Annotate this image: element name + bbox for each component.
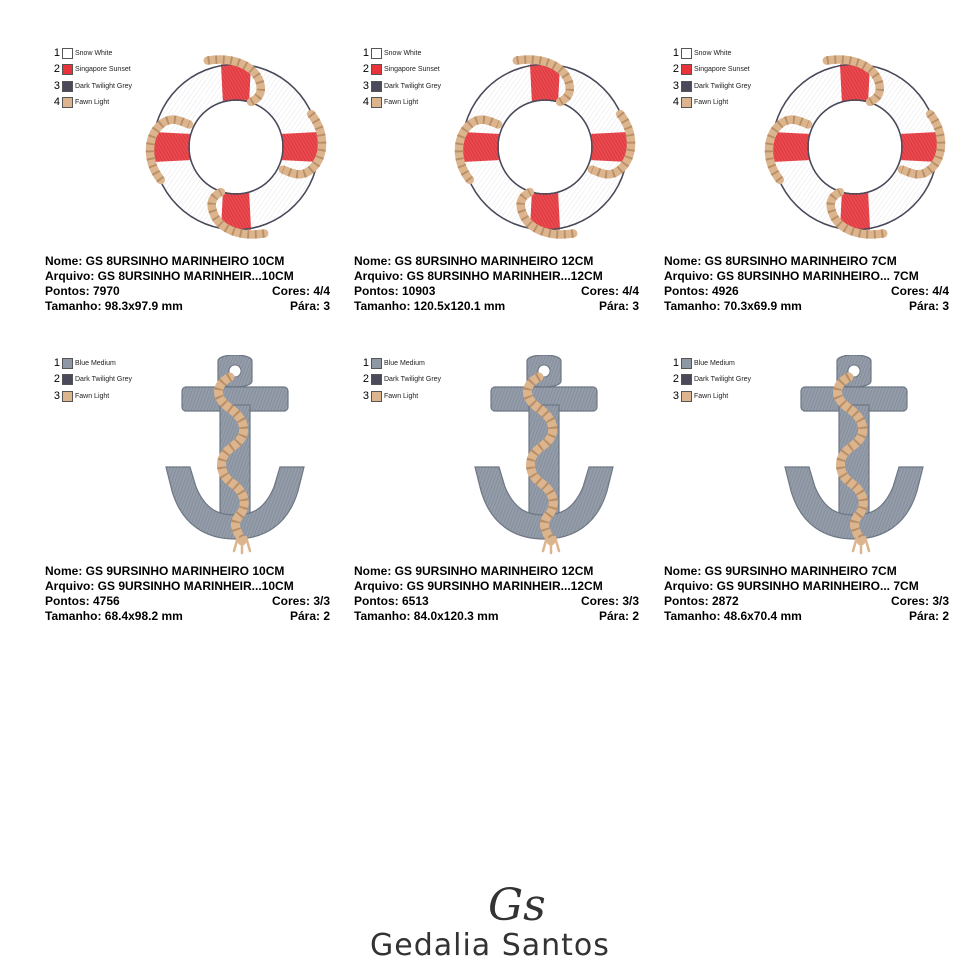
color-swatch bbox=[371, 81, 382, 92]
palette-item bbox=[50, 95, 132, 112]
color-swatch bbox=[371, 391, 382, 402]
color-count: Cores: 4/4 bbox=[271, 284, 330, 298]
palette-item bbox=[669, 355, 751, 372]
palette-index: 1 bbox=[53, 356, 60, 369]
design-card-4 bbox=[45, 350, 345, 660]
design-name: Nome: GS 9URSINHO MARINHEIRO 7CM bbox=[664, 564, 897, 578]
color-count: Cores: 3/3 bbox=[271, 594, 330, 608]
stop-count: Pára: 2 bbox=[289, 609, 330, 623]
design-card-5 bbox=[354, 350, 654, 660]
palette-index: 4 bbox=[672, 96, 679, 109]
stop-count: Pára: 3 bbox=[598, 299, 639, 313]
palette-item bbox=[359, 45, 441, 62]
design-file: Arquivo: GS 9URSINHO MARINHEIR...10CM bbox=[45, 579, 294, 593]
palette-item bbox=[50, 355, 132, 372]
design-card-1 bbox=[45, 40, 345, 350]
design-size: Tamanho: 120.5x120.1 mm bbox=[354, 299, 506, 313]
palette-color-name: Fawn Light bbox=[694, 99, 729, 107]
design-file: Arquivo: GS 9URSINHO MARINHEIRO... 7CM bbox=[664, 579, 919, 593]
palette-color-name: Dark Twilight Grey bbox=[75, 376, 133, 384]
palette-index: 3 bbox=[53, 389, 60, 402]
design-name: Nome: GS 9URSINHO MARINHEIRO 10CM bbox=[45, 564, 285, 578]
color-swatch bbox=[681, 64, 692, 75]
color-swatch bbox=[371, 97, 382, 108]
palette-color-name: Singapore Sunset bbox=[384, 66, 440, 74]
palette-index: 3 bbox=[672, 389, 679, 402]
palette-index: 3 bbox=[362, 79, 369, 92]
lifebuoy-icon bbox=[761, 53, 949, 241]
design-info bbox=[664, 254, 949, 314]
palette-color-name: Fawn Light bbox=[75, 99, 110, 107]
palette-color-name: Snow White bbox=[384, 49, 422, 57]
palette-color-name: Dark Twilight Grey bbox=[75, 82, 133, 90]
design-name: Nome: GS 8URSINHO MARINHEIRO 10CM bbox=[45, 254, 285, 268]
design-size: Tamanho: 84.0x120.3 mm bbox=[354, 609, 499, 623]
design-info bbox=[45, 564, 330, 624]
stitch-count: Pontos: 6513 bbox=[354, 594, 429, 608]
design-file: Arquivo: GS 8URSINHO MARINHEIR...12CM bbox=[354, 269, 603, 283]
design-file: Arquivo: GS 9URSINHO MARINHEIR...12CM bbox=[354, 579, 603, 593]
palette-item bbox=[50, 388, 132, 405]
logo-wordmark: Gedalia Santos bbox=[370, 928, 610, 963]
stitch-count: Pontos: 2872 bbox=[664, 594, 739, 608]
palette-index: 3 bbox=[362, 389, 369, 402]
stop-count: Pára: 2 bbox=[598, 609, 639, 623]
palette-item bbox=[359, 372, 441, 389]
stitch-count: Pontos: 4926 bbox=[664, 284, 739, 298]
color-swatch bbox=[681, 97, 692, 108]
color-palette bbox=[50, 355, 132, 405]
palette-index: 3 bbox=[53, 79, 60, 92]
palette-item bbox=[669, 372, 751, 389]
color-count: Cores: 4/4 bbox=[890, 284, 949, 298]
palette-index: 1 bbox=[672, 356, 679, 369]
color-swatch bbox=[681, 374, 692, 385]
color-palette bbox=[359, 355, 441, 405]
palette-color-name: Blue Medium bbox=[75, 359, 116, 367]
color-swatch bbox=[62, 374, 73, 385]
color-swatch bbox=[681, 391, 692, 402]
design-name: Nome: GS 9URSINHO MARINHEIRO 12CM bbox=[354, 564, 594, 578]
color-palette bbox=[359, 45, 441, 111]
palette-color-name: Blue Medium bbox=[694, 359, 735, 367]
anchor-icon bbox=[469, 355, 619, 555]
color-swatch bbox=[371, 48, 382, 59]
palette-index: 2 bbox=[53, 63, 60, 76]
palette-index: 2 bbox=[362, 373, 369, 386]
design-size: Tamanho: 68.4x98.2 mm bbox=[45, 609, 183, 623]
logo-monogram: Gs bbox=[488, 880, 546, 931]
palette-color-name: Dark Twilight Grey bbox=[384, 376, 442, 384]
palette-index: 3 bbox=[672, 79, 679, 92]
palette-index: 2 bbox=[362, 63, 369, 76]
palette-item bbox=[669, 45, 751, 62]
design-card-6 bbox=[664, 350, 964, 660]
design-name: Nome: GS 8URSINHO MARINHEIRO 12CM bbox=[354, 254, 594, 268]
palette-color-name: Fawn Light bbox=[694, 392, 729, 400]
color-swatch bbox=[681, 358, 692, 369]
design-card-3 bbox=[664, 40, 964, 350]
palette-color-name: Dark Twilight Grey bbox=[384, 82, 442, 90]
color-swatch bbox=[62, 358, 73, 369]
palette-item bbox=[669, 388, 751, 405]
palette-color-name: Singapore Sunset bbox=[694, 66, 750, 74]
color-swatch bbox=[62, 97, 73, 108]
palette-index: 2 bbox=[672, 373, 679, 386]
color-swatch bbox=[62, 81, 73, 92]
palette-color-name: Fawn Light bbox=[384, 99, 419, 107]
color-count: Cores: 3/3 bbox=[890, 594, 949, 608]
stop-count: Pára: 3 bbox=[289, 299, 330, 313]
anchor-icon bbox=[160, 355, 310, 555]
palette-item bbox=[359, 388, 441, 405]
stitch-count: Pontos: 10903 bbox=[354, 284, 436, 298]
color-swatch bbox=[62, 391, 73, 402]
palette-color-name: Snow White bbox=[75, 49, 113, 57]
palette-color-name: Dark Twilight Grey bbox=[694, 82, 752, 90]
palette-index: 2 bbox=[53, 373, 60, 386]
design-size: Tamanho: 48.6x70.4 mm bbox=[664, 609, 802, 623]
palette-color-name: Dark Twilight Grey bbox=[694, 376, 752, 384]
palette-item bbox=[669, 62, 751, 79]
design-size: Tamanho: 98.3x97.9 mm bbox=[45, 299, 183, 313]
color-count: Cores: 4/4 bbox=[580, 284, 639, 298]
design-info bbox=[45, 254, 330, 314]
palette-item bbox=[359, 78, 441, 95]
lifebuoy-icon bbox=[451, 53, 639, 241]
design-file: Arquivo: GS 8URSINHO MARINHEIRO... 7CM bbox=[664, 269, 919, 283]
color-swatch bbox=[62, 48, 73, 59]
color-swatch bbox=[62, 64, 73, 75]
palette-index: 1 bbox=[53, 46, 60, 59]
palette-index: 4 bbox=[53, 96, 60, 109]
design-file: Arquivo: GS 8URSINHO MARINHEIR...10CM bbox=[45, 269, 294, 283]
palette-index: 1 bbox=[362, 356, 369, 369]
color-swatch bbox=[681, 48, 692, 59]
palette-color-name: Blue Medium bbox=[384, 359, 425, 367]
palette-item bbox=[669, 95, 751, 112]
palette-index: 1 bbox=[362, 46, 369, 59]
color-swatch bbox=[371, 358, 382, 369]
color-swatch bbox=[681, 81, 692, 92]
design-info bbox=[354, 254, 639, 314]
stop-count: Pára: 3 bbox=[908, 299, 949, 313]
stitch-count: Pontos: 7970 bbox=[45, 284, 120, 298]
palette-item bbox=[50, 45, 132, 62]
palette-color-name: Fawn Light bbox=[75, 392, 110, 400]
lifebuoy-icon bbox=[142, 53, 330, 241]
palette-item bbox=[50, 372, 132, 389]
color-palette bbox=[669, 355, 751, 405]
palette-item bbox=[359, 355, 441, 372]
color-count: Cores: 3/3 bbox=[580, 594, 639, 608]
design-size: Tamanho: 70.3x69.9 mm bbox=[664, 299, 802, 313]
palette-item bbox=[359, 62, 441, 79]
design-card-2 bbox=[354, 40, 654, 350]
color-swatch bbox=[371, 64, 382, 75]
palette-color-name: Fawn Light bbox=[384, 392, 419, 400]
color-palette bbox=[669, 45, 751, 111]
anchor-icon bbox=[779, 355, 929, 555]
design-info bbox=[354, 564, 639, 624]
palette-index: 4 bbox=[362, 96, 369, 109]
stop-count: Pára: 2 bbox=[908, 609, 949, 623]
palette-index: 2 bbox=[672, 63, 679, 76]
design-name: Nome: GS 8URSINHO MARINHEIRO 7CM bbox=[664, 254, 897, 268]
palette-item bbox=[50, 78, 132, 95]
palette-item bbox=[669, 78, 751, 95]
palette-item bbox=[50, 62, 132, 79]
stitch-count: Pontos: 4756 bbox=[45, 594, 120, 608]
design-info bbox=[664, 564, 949, 624]
palette-color-name: Singapore Sunset bbox=[75, 66, 131, 74]
palette-item bbox=[359, 95, 441, 112]
palette-color-name: Snow White bbox=[694, 49, 732, 57]
color-palette bbox=[50, 45, 132, 111]
color-swatch bbox=[371, 374, 382, 385]
palette-index: 1 bbox=[672, 46, 679, 59]
